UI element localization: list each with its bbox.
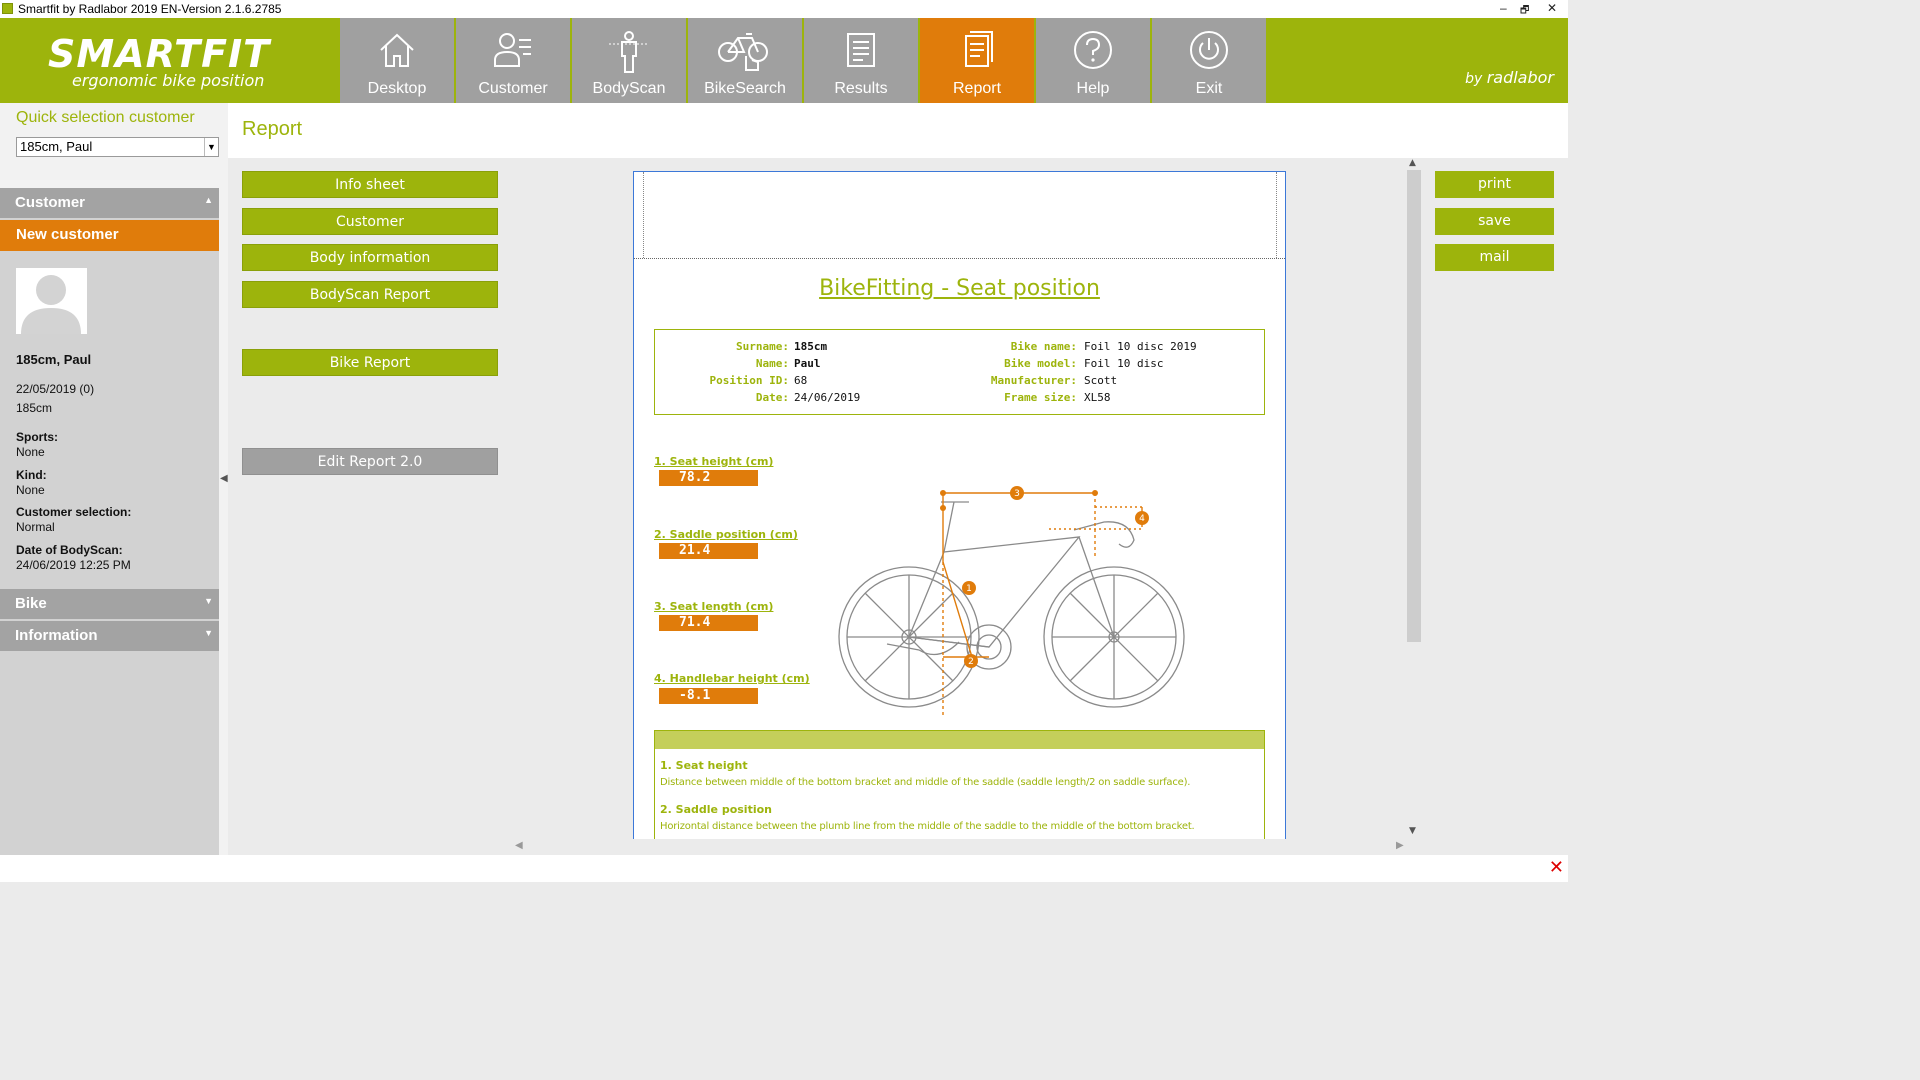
description-band	[655, 731, 1264, 749]
main-header	[0, 18, 1568, 103]
customer-accordion[interactable]	[0, 188, 219, 218]
info-key: Position ID:	[709, 374, 789, 387]
info-key: Manufacturer:	[990, 374, 1077, 387]
info-value: XL58	[1084, 391, 1111, 404]
window-title: Smartfit by Radlabor 2019 EN-Version 2.1.6.2785	[18, 2, 282, 16]
bike-diagram	[829, 462, 1199, 722]
sidebar-panel	[0, 188, 219, 855]
nav-bikesearch[interactable]	[688, 18, 802, 103]
scroll-thumb[interactable]	[1407, 170, 1421, 642]
bike-accordion[interactable]	[0, 589, 219, 619]
saddle-position-label: 2. Saddle position (cm)	[654, 528, 798, 541]
logo-word: SMARTFIT	[48, 32, 271, 76]
nav-label: Report	[952, 80, 1002, 97]
info-value: 185cm	[794, 340, 828, 353]
bodyscan-date-label: Date of BodyScan:	[16, 543, 123, 557]
nav-label: Help	[1076, 80, 1110, 97]
marker-label: 4	[1139, 514, 1145, 524]
report-info-box	[654, 329, 1265, 415]
info-key: Surname:	[736, 340, 789, 353]
description-text: Distance between middle of the bottom bracket and middle of the saddle (saddle length/2 on saddle surface).	[660, 777, 1191, 788]
window-titlebar	[0, 0, 1568, 18]
nav-label: Exit	[1195, 80, 1223, 97]
chevron-up-icon: ▲	[204, 195, 213, 205]
report-icon	[957, 30, 997, 70]
marker-label: 3	[1014, 489, 1020, 499]
info-value: Foil 10 disc 2019	[1084, 340, 1197, 353]
seat-length-label: 3. Seat length (cm)	[654, 600, 774, 613]
marker-label: 2	[968, 657, 974, 667]
description-title: 2. Saddle position	[660, 803, 772, 816]
customer-icon	[493, 30, 533, 70]
report-heading: BikeFitting - Seat position	[819, 276, 1100, 301]
nav-label: Desktop	[367, 80, 427, 97]
margin-guide	[1276, 172, 1277, 258]
bike-report-button[interactable]: Bike Report	[242, 349, 498, 376]
body-information-button[interactable]: Body information	[242, 244, 498, 271]
seat-height-value: 78.2	[659, 470, 758, 486]
page-title: Report	[242, 118, 303, 140]
header-guide	[634, 258, 1285, 259]
sports-label: Sports:	[16, 430, 58, 444]
sidebar	[0, 103, 228, 855]
power-icon	[1189, 30, 1229, 70]
measurement-lines	[943, 493, 1142, 717]
info-key: Frame size:	[1004, 391, 1077, 404]
radlabor-logo	[1465, 68, 1554, 87]
customer-height: 185cm	[16, 401, 53, 415]
collapse-sidebar-icon[interactable]: ◀	[220, 473, 228, 484]
nav-label: Customer	[478, 80, 548, 97]
logo-tagline: ergonomic bike position	[72, 71, 265, 90]
nav-label: BodyScan	[592, 80, 666, 97]
smartfit-logo	[0, 18, 338, 103]
minimize-button[interactable]: –	[1500, 1, 1507, 15]
info-sheet-button[interactable]: Info sheet	[242, 171, 498, 198]
selection-label: Customer selection:	[16, 505, 132, 519]
bodyscan-date-value: 24/06/2019 12:25 PM	[16, 558, 131, 572]
info-value: 68	[794, 374, 808, 387]
info-key: Bike name:	[1010, 340, 1077, 353]
scroll-up-icon[interactable]: ▲	[1409, 158, 1416, 168]
kind-label: Kind:	[16, 468, 47, 482]
info-value: Foil 10 disc	[1084, 357, 1164, 370]
info-value: Paul	[794, 357, 821, 370]
handlebar-height-value: -8.1	[659, 688, 758, 704]
nav-label: Results	[834, 80, 888, 97]
results-icon	[841, 30, 881, 70]
info-value: Scott	[1084, 374, 1118, 387]
nav-label: BikeSearch	[704, 80, 786, 97]
nav-report[interactable]	[920, 18, 1034, 103]
scroll-right-icon[interactable]: ▶	[1396, 840, 1404, 851]
description-text: Horizontal distance between the plumb line from the middle of the saddle to the middle of the bottom bracket.	[660, 821, 1195, 832]
vertical-scrollbar[interactable]	[1406, 158, 1422, 840]
help-icon	[1073, 30, 1113, 70]
quick-selection-title: Quick selection customer	[16, 109, 195, 126]
mail-button[interactable]: mail	[1435, 244, 1554, 271]
report-preview[interactable]	[633, 171, 1286, 839]
bike-drawing	[839, 502, 1184, 707]
new-customer-label: New customer	[16, 226, 119, 243]
seat-length-value: 71.4	[659, 615, 758, 631]
home-icon	[377, 30, 417, 70]
person-icon	[16, 268, 87, 334]
marker-label: 1	[966, 584, 972, 594]
brand-text: radlabor	[1486, 68, 1554, 87]
bikesearch-icon	[718, 30, 768, 76]
content-title-bar	[228, 103, 1568, 158]
status-bar	[0, 855, 1568, 882]
sports-value: None	[16, 445, 45, 459]
description-box	[654, 730, 1265, 839]
kind-value: None	[16, 483, 45, 497]
info-value: 24/06/2019	[794, 391, 861, 404]
nav-desktop[interactable]	[340, 18, 454, 103]
handlebar-height-label: 4. Handlebar height (cm)	[654, 672, 810, 685]
description-title: 1. Seat height	[660, 759, 748, 772]
nav-help[interactable]	[1036, 18, 1150, 103]
customer-date: 22/05/2019 (0)	[16, 382, 95, 396]
accordion-label: Customer	[15, 194, 86, 211]
saddle-position-value: 21.4	[659, 543, 758, 559]
avatar	[16, 268, 87, 334]
close-window-button[interactable]: ✕	[1547, 1, 1558, 15]
seat-height-label: 1. Seat height (cm)	[654, 455, 774, 468]
close-icon[interactable]: ✕	[1548, 857, 1564, 878]
accordion-label: Bike	[15, 595, 47, 612]
print-button[interactable]: print	[1435, 171, 1554, 198]
customer-name: 185cm, Paul	[16, 352, 92, 367]
quick-selection-value: 185cm, Paul	[20, 139, 93, 154]
information-accordion[interactable]	[0, 621, 219, 651]
chevron-down-icon: ▼	[204, 628, 213, 638]
bodyscan-icon	[609, 30, 649, 74]
nav-exit[interactable]	[1152, 18, 1266, 103]
edit-report-button[interactable]: Edit Report 2.0	[242, 448, 498, 475]
nav-results[interactable]	[804, 18, 918, 103]
quick-selection-dropdown[interactable]	[16, 137, 219, 157]
info-key: Bike model:	[1004, 357, 1077, 370]
selection-value: Normal	[16, 520, 55, 534]
margin-guide	[643, 172, 644, 258]
chevron-down-icon[interactable]: ▼	[204, 138, 218, 156]
new-customer-button[interactable]	[0, 220, 219, 251]
customer-report-button[interactable]: Customer	[242, 208, 498, 235]
bodyscan-report-button[interactable]: BodyScan Report	[242, 281, 498, 308]
accordion-label: Information	[15, 627, 98, 644]
save-button[interactable]: save	[1435, 208, 1554, 235]
info-key: Name:	[755, 357, 789, 370]
by-text: by	[1465, 71, 1483, 87]
nav-customer[interactable]	[456, 18, 570, 103]
app-icon	[2, 3, 13, 14]
scroll-down-icon[interactable]: ▼	[1409, 826, 1416, 836]
nav-bodyscan[interactable]	[572, 18, 686, 103]
scroll-left-icon[interactable]: ◀	[515, 840, 523, 851]
info-key: Date:	[755, 391, 789, 404]
chevron-down-icon: ▼	[204, 596, 213, 606]
restore-button[interactable]: 🗗	[1520, 5, 1530, 16]
